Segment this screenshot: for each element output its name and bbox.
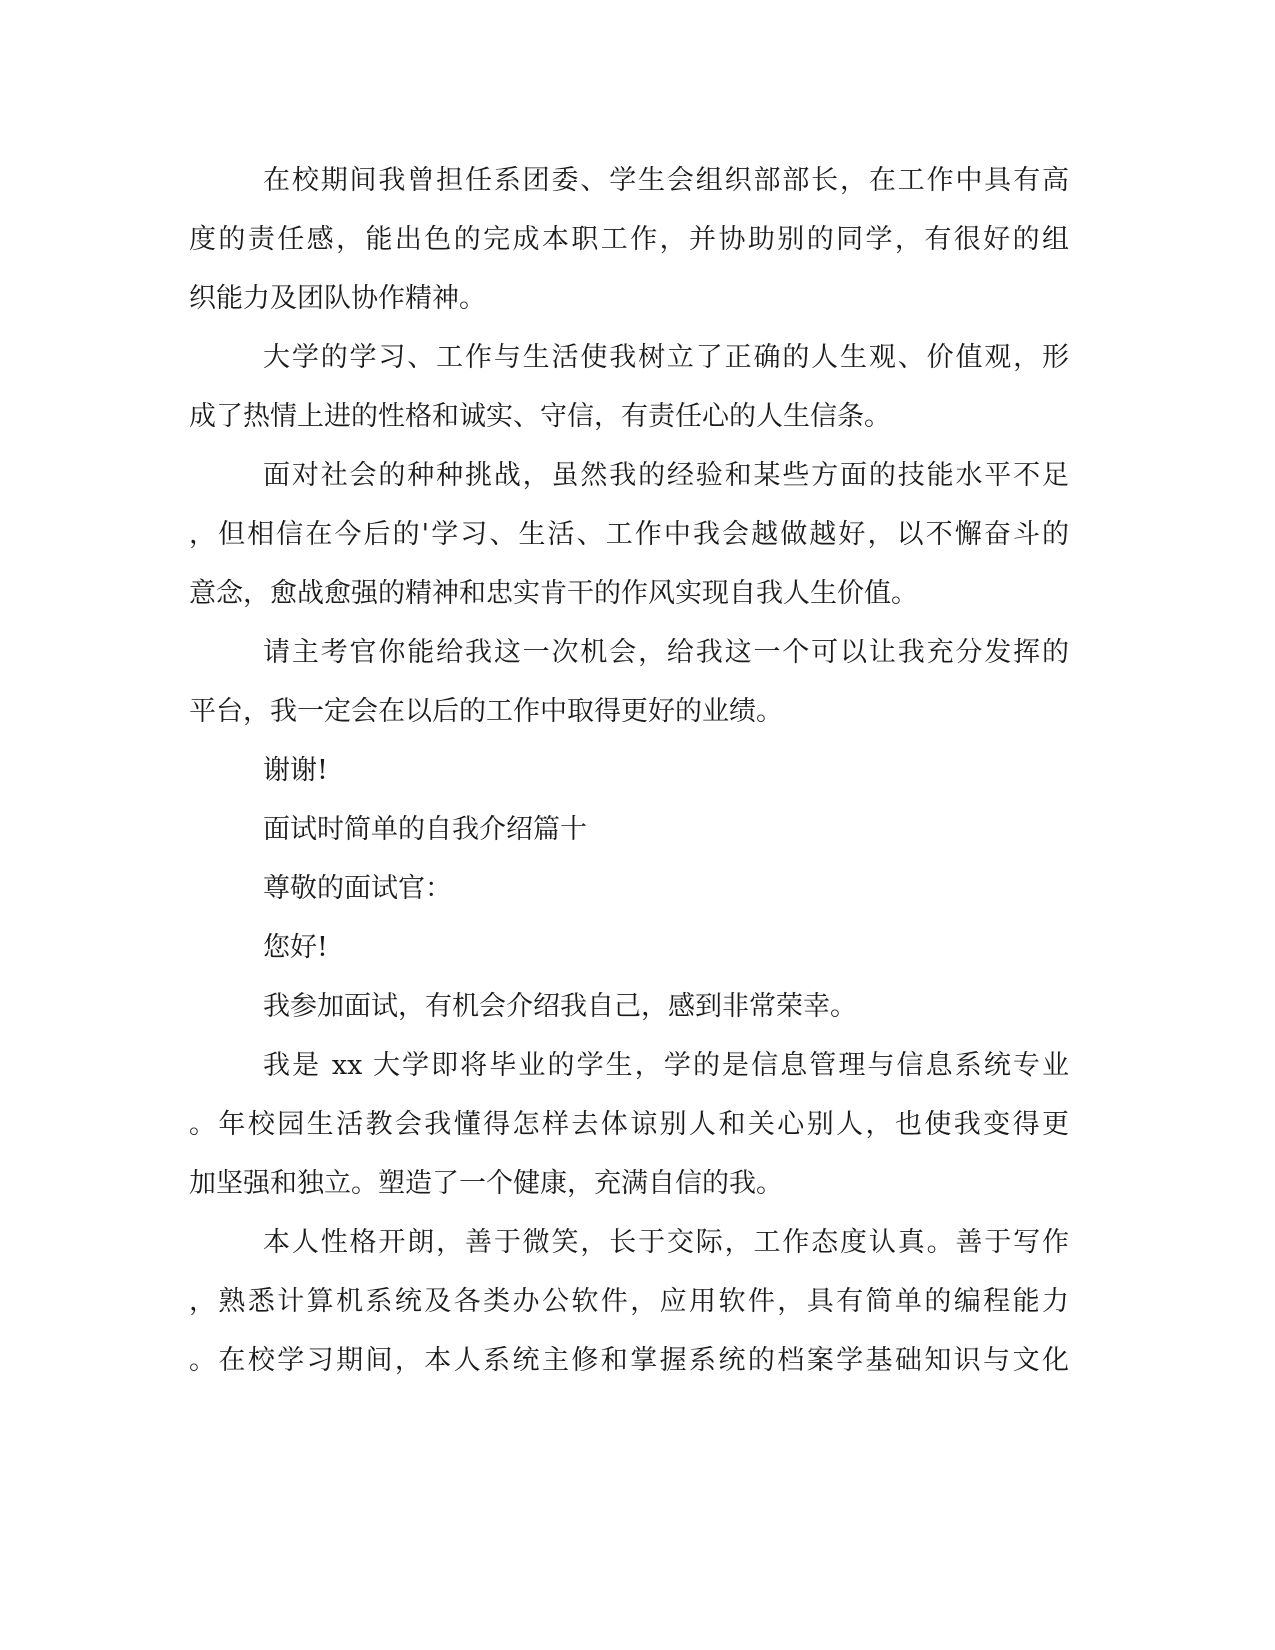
text-line: 平台，我一定会在以后的工作中取得更好的业绩。 (189, 696, 783, 727)
text-line: 本人性格开朗，善于微笑，长于交际，工作态度认真。善于写作 (263, 1227, 1069, 1258)
text-line: ，但相信在今后的'学习、生活、工作中我会越做越好，以不懈奋斗的 (189, 519, 1069, 550)
text-line: 请主考官你能给我这一次机会，给我这一个可以让我充分发挥的 (263, 637, 1069, 668)
text-line: 。年校园生活教会我懂得怎样去体谅别人和关心别人，也使我变得更 (189, 1109, 1069, 1140)
text-line: 。在校学习期间，本人系统主修和掌握系统的档案学基础知识与文化 (189, 1345, 1069, 1376)
text-line: 面对社会的种种挑战，虽然我的经验和某些方面的技能水平不足 (263, 460, 1069, 491)
salutation: 尊敬的面试官： (263, 873, 452, 904)
text-line: 织能力及团队协作精神。 (189, 283, 486, 314)
text-line: 加坚强和独立。塑造了一个健康，充满自信的我。 (189, 1168, 783, 1199)
text-line: ，熟悉计算机系统及各类办公软件，应用软件，具有简单的编程能力 (189, 1286, 1069, 1317)
text-line: 我参加面试，有机会介绍我自己，感到非常荣幸。 (263, 991, 857, 1022)
text-line: 在校期间我曾担任系团委、学生会组织部部长，在工作中具有高 (263, 165, 1069, 196)
text-line: 大学的学习、工作与生活使我树立了正确的人生观、价值观，形 (263, 342, 1069, 373)
greeting: 您好! (263, 932, 328, 963)
text-line: 度的责任感，能出色的完成本职工作，并协助别的同学，有很好的组 (189, 224, 1069, 255)
section-heading: 面试时简单的自我介绍篇十 (263, 814, 587, 845)
text-line: 意念，愈战愈强的精神和忠实肯干的作风实现自我人生价值。 (189, 578, 918, 609)
text-line: 谢谢! (263, 755, 328, 786)
text-line: 成了热情上进的性格和诚实、守信，有责任心的人生信条。 (189, 401, 891, 432)
text-line: 我是 xx 大学即将毕业的学生，学的是信息管理与信息系统专业 (263, 1050, 1069, 1081)
